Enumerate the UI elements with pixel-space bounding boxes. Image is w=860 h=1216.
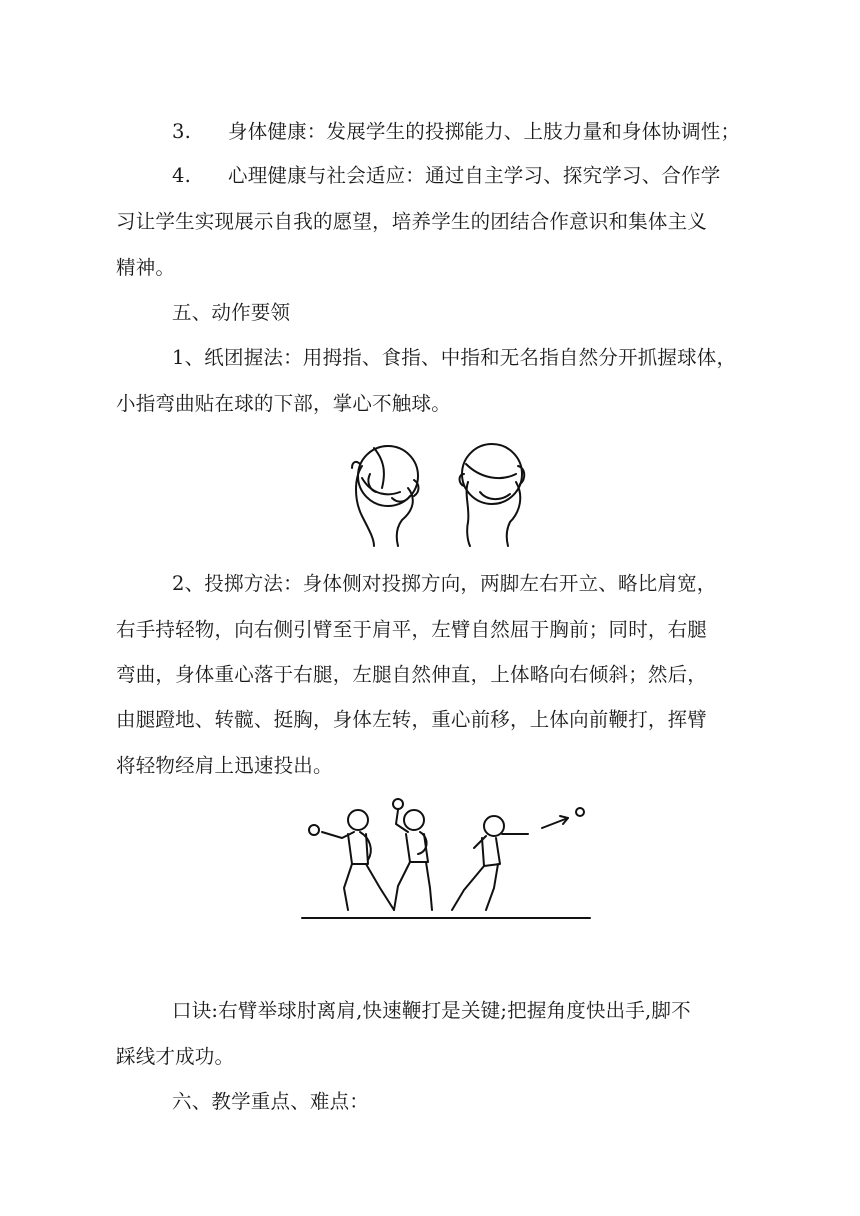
item-text: 心理健康与社会适应：通过自主学习、探究学习、合作学 [228,164,721,187]
item-text: 身体健康：发展学生的投掷能力、上肢力量和身体协调性； [228,120,741,143]
paragraph-line: 习让学生实现展示自我的愿望，培养学生的团结合作意识和集体主义 [116,210,708,233]
paragraph-line: 由腿蹬地、转髋、挺胸，身体左转，重心前移，上体向前鞭打，挥臂 [116,708,708,731]
item-number: 3. [172,120,192,143]
item-3 [172,116,740,144]
throw-sequence-illustration [298,798,598,928]
paragraph-line: 弯曲，身体重心落于右腿，左腿自然伸直，上体略向右倾斜；然后， [116,663,708,686]
item-4 [172,160,721,188]
paragraph-line: 踩线才成功。 [116,1045,235,1068]
paragraph-line: 将轻物经肩上迅速投出。 [116,754,333,777]
section-heading: 五、动作要领 [172,301,291,324]
paragraph-line: 右手持轻物，向右侧引臂至于肩平，左臂自然屈于胸前；同时，右腿 [116,618,708,641]
paragraph-line: 2、投掷方法：身体侧对投掷方向，两脚左右开立、略比肩宽， [172,572,717,595]
item-number: 4. [172,164,192,187]
grip-illustration [340,438,540,558]
section-heading: 六、教学重点、难点： [172,1090,370,1113]
paragraph-line: 1、纸团握法：用拇指、食指、中指和无名指自然分开抓握球体， [172,346,737,369]
paragraph-line: 小指弯曲贴在球的下部，掌心不触球。 [116,392,451,415]
paragraph-line: 口诀:右臂举球肘离肩,快速鞭打是关键;把握角度快出手,脚不 [172,999,691,1022]
paragraph-line: 精神。 [116,256,176,279]
